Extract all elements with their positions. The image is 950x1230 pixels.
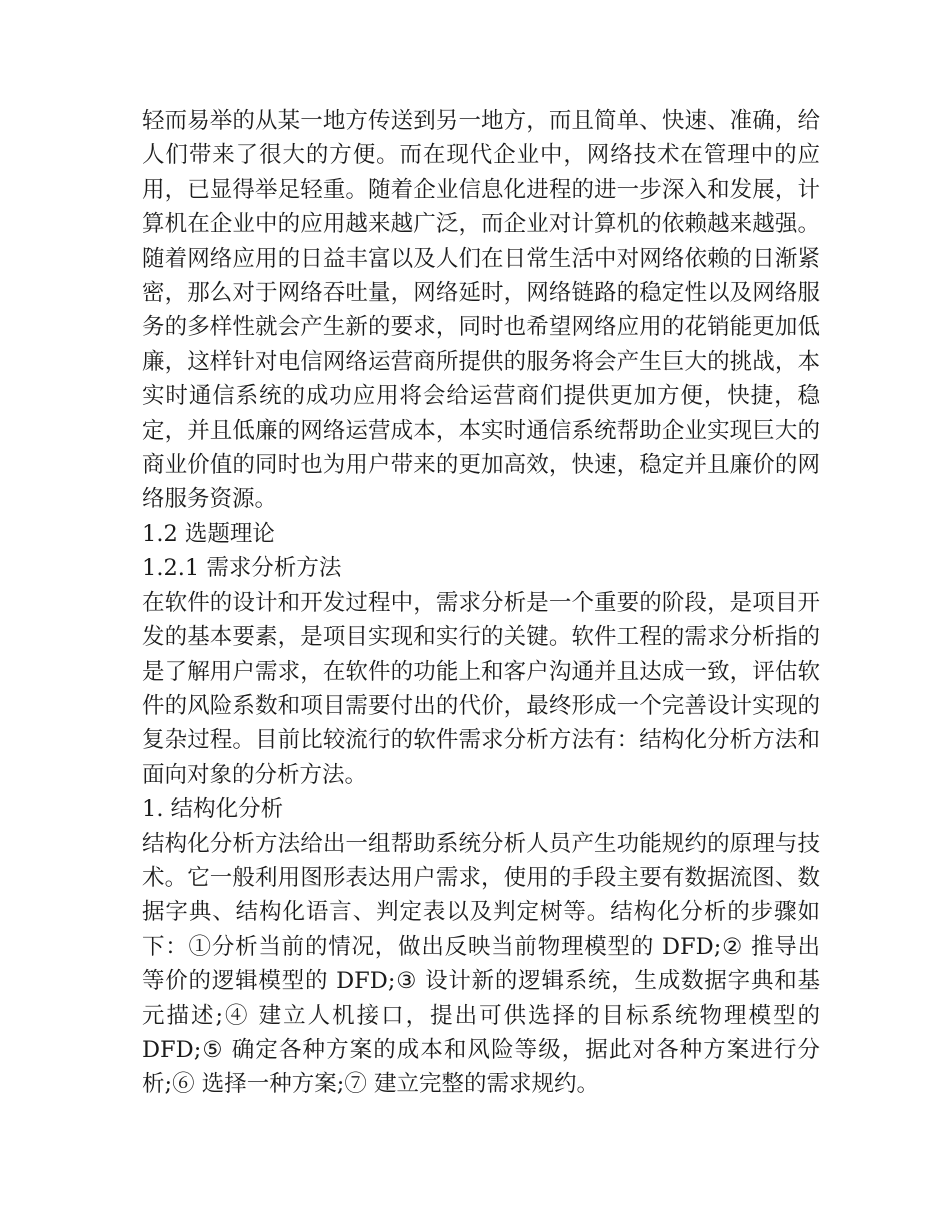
subsection-heading-1-2-1: 1.2.1 需求分析方法 — [142, 555, 342, 582]
document-page — [142, 104, 820, 1102]
structured-analysis-paragraph: 结构化分析方法给出一组帮助系统分析人员产生功能规约的原理与技术。它一般利用图形表达用户需求，使用的手段主要有数据流图、数据字典、结构化语言、判定表以及判定树等。结构化分析的步骤如下：①分析当前的情况，做出反映当前物理模型的 DFD;② 推导出等价的逻辑模型的 DFD;③ 设计新的逻辑系统，生成数据字典和基元描述;④ 建立人机接口，提出可供选择的目标系统物理模型的 DFD;⑤ 确定各种方案的成本和风险等级，据此对各种方案进行分析;⑥ 选择一种方案;⑦ 建立完整的需求规约。 — [142, 830, 820, 1098]
section-heading-1-2: 1.2 选题理论 — [142, 520, 275, 547]
intro-paragraph: 轻而易举的从某一地方传送到另一地方，而且简单、快速、准确，给人们带来了很大的方便。而在现代企业中，网络技术在管理中的应用，已显得举足轻重。随着企业信息化进程的进一步深入和发展，计算机在企业中的应用越来越广泛，而企业对计算机的依赖越来越强。随着网络应用的日益丰富以及人们在日常生活中对网络依赖的日渐紧密，那么对于网络吞吐量，网络延时，网络链路的稳定性以及网络服务的多样性就会产生新的要求，同时也希望网络应用的花销能更加低廉，这样针对电信网络运营商所提供的服务将会产生巨大的挑战，本实时通信系统的成功应用将会给运营商们提供更加方便，快捷，稳定，并且低廉的网络运营成本，本实时通信系统帮助企业实现巨大的商业价值的同时也为用户带来的更加高效，快速，稳定并且廉价的网络服务资源。 — [142, 108, 820, 513]
structured-analysis-heading: 1. 结构化分析 — [142, 796, 284, 823]
requirements-paragraph: 在软件的设计和开发过程中，需求分析是一个重要的阶段，是项目开发的基本要素，是项目实现和实行的关键。软件工程的需求分析指的是了解用户需求，在软件的功能上和客户沟通并且达成一致，评估软件的风险系数和项目需要付出的代价，最终形成一个完善设计实现的复杂过程。目前比较流行的软件需求分析方法有：结构化分析方法和面向对象的分析方法。 — [142, 589, 820, 788]
